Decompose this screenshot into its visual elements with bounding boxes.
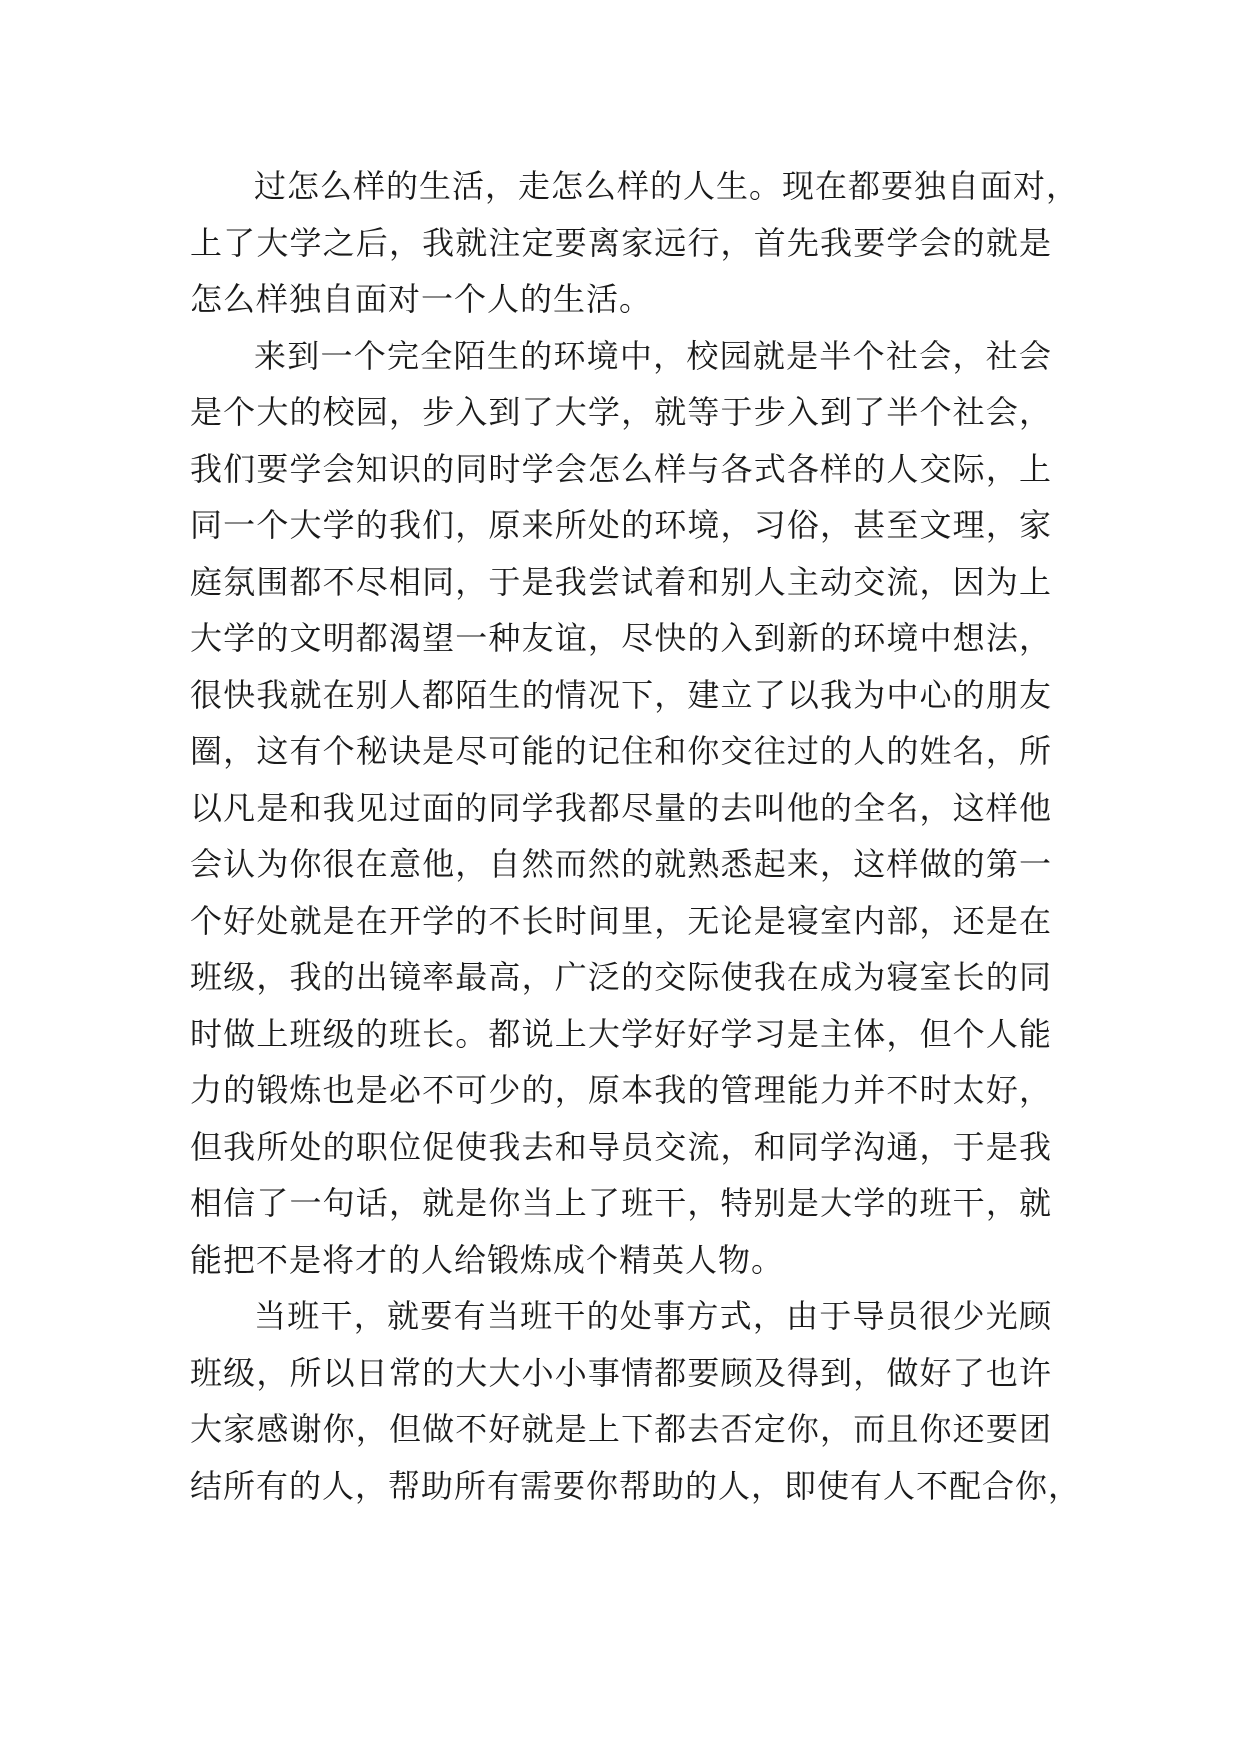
text-line: 力的锻炼也是必不可少的，原本我的管理能力并不时太好， bbox=[190, 1071, 1052, 1109]
text-line: 能把不是将才的人给锻炼成个精英人物。 bbox=[190, 1240, 785, 1279]
text-line: 我们要学会知识的同时学会怎么样与各式各样的人交际，上 bbox=[190, 449, 1052, 488]
text-line: 来到一个完全陌生的环境中，校园就是半个社会，社会 bbox=[254, 336, 1052, 375]
text-line: 同一个大学的我们，原来所处的环境，习俗，甚至文理，家 bbox=[190, 506, 1052, 544]
text-line: 上了大学之后，我就注定要离家远行，首先我要学会的就是 bbox=[190, 223, 1052, 262]
text-line: 时做上班级的班长。都说上大学好好学习是主体，但个人能 bbox=[190, 1014, 1052, 1053]
text-line: 班级，所以日常的大大小小事情都要顾及得到，做好了也许 bbox=[190, 1353, 1052, 1392]
text-line: 相信了一句话，就是你当上了班干，特别是大学的班干，就 bbox=[190, 1184, 1052, 1222]
text-line: 过怎么样的生活，走怎么样的人生。现在都要独自面对， bbox=[254, 167, 1080, 205]
text-line: 很快我就在别人都陌生的情况下，建立了以我为中心的朋友 bbox=[190, 675, 1052, 714]
text-line: 当班干，就要有当班干的处事方式，由于导员很少光顾 bbox=[254, 1297, 1052, 1335]
text-line: 个好处就是在开学的不长时间里，无论是寝室内部，还是在 bbox=[190, 901, 1052, 940]
text-line: 班级，我的出镜率最高，广泛的交际使我在成为寝室长的同 bbox=[190, 958, 1052, 996]
text-line: 大学的文明都渴望一种友谊，尽快的入到新的环境中想法， bbox=[190, 619, 1052, 657]
text-line: 圈，这有个秘诀是尽可能的记住和你交往过的人的姓名，所 bbox=[190, 732, 1052, 770]
document-body bbox=[190, 158, 1082, 1514]
text-line: 怎么样独自面对一个人的生活。 bbox=[190, 280, 653, 318]
text-line: 以凡是和我见过面的同学我都尽量的去叫他的全名，这样他 bbox=[190, 788, 1052, 827]
text-line: 大家感谢你，但做不好就是上下都去否定你，而且你还要团 bbox=[190, 1410, 1052, 1448]
text-line: 但我所处的职位促使我去和导员交流，和同学沟通，于是我 bbox=[190, 1127, 1052, 1166]
text-line: 是个大的校园，步入到了大学，就等于步入到了半个社会， bbox=[190, 393, 1052, 431]
text-line: 结所有的人，帮助所有需要你帮助的人，即使有人不配合你， bbox=[190, 1466, 1082, 1505]
text-line: 庭氛围都不尽相同，于是我尝试着和别人主动交流，因为上 bbox=[190, 562, 1052, 601]
text-line: 会认为你很在意他，自然而然的就熟悉起来，这样做的第一 bbox=[190, 845, 1052, 883]
